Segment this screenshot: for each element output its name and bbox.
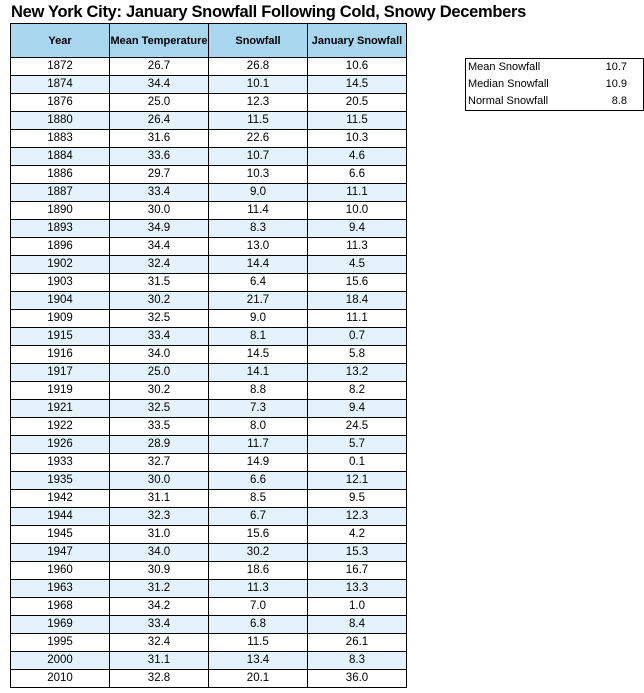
table-row [11,490,407,508]
cell-snowfall: 6.6 [209,472,308,490]
cell-snowfall: 8.1 [209,328,308,346]
table-row [11,364,407,382]
table-row [11,382,407,400]
cell-january-snowfall: 1.0 [308,598,407,616]
cell-snowfall: 6.8 [209,616,308,634]
cell-mean-temperature: 31.0 [110,526,209,544]
cell-year: 1896 [11,238,110,256]
cell-snowfall: 11.5 [209,634,308,652]
cell-year: 1880 [11,112,110,130]
cell-year: 1902 [11,256,110,274]
cell-january-snowfall: 11.5 [308,112,407,130]
cell-year: 1876 [11,94,110,112]
cell-year: 1922 [11,418,110,436]
cell-snowfall: 8.8 [209,382,308,400]
table-row [11,436,407,454]
cell-year: 1874 [11,76,110,94]
summary-box [465,58,644,111]
cell-snowfall: 7.0 [209,598,308,616]
cell-year: 1960 [11,562,110,580]
table-row [11,112,407,130]
cell-january-snowfall: 4.2 [308,526,407,544]
cell-january-snowfall: 9.4 [308,400,407,418]
summary-value: 10.7 [605,61,627,73]
table-row [11,598,407,616]
cell-year: 1872 [11,58,110,76]
cell-snowfall: 13.0 [209,238,308,256]
table-row [11,94,407,112]
cell-snowfall: 9.0 [209,310,308,328]
cell-snowfall: 11.4 [209,202,308,220]
cell-january-snowfall: 11.1 [308,310,407,328]
summary-label: Normal Snowfall [468,95,549,107]
table-row [11,220,407,238]
cell-snowfall: 8.5 [209,490,308,508]
cell-snowfall: 8.0 [209,418,308,436]
cell-january-snowfall: 11.1 [308,184,407,202]
cell-january-snowfall: 9.4 [308,220,407,238]
cell-january-snowfall: 4.6 [308,148,407,166]
cell-mean-temperature: 32.5 [110,400,209,418]
cell-snowfall: 11.7 [209,436,308,454]
cell-year: 1883 [11,130,110,148]
summary-row [466,59,644,77]
table-row [11,166,407,184]
cell-snowfall: 10.7 [209,148,308,166]
cell-january-snowfall: 16.7 [308,562,407,580]
table-row [11,634,407,652]
cell-mean-temperature: 34.4 [110,238,209,256]
cell-january-snowfall: 5.7 [308,436,407,454]
table-row [11,454,407,472]
cell-mean-temperature: 26.7 [110,58,209,76]
cell-year: 1963 [11,580,110,598]
page-title: New York City: January Snowfall Following Cold, Snowy Decembers [11,3,527,21]
cell-mean-temperature: 33.4 [110,328,209,346]
cell-year: 1969 [11,616,110,634]
cell-mean-temperature: 32.4 [110,634,209,652]
table-row [11,130,407,148]
cell-january-snowfall: 15.3 [308,544,407,562]
cell-snowfall: 14.9 [209,454,308,472]
cell-year: 1944 [11,508,110,526]
summary-label: Mean Snowfall [468,61,541,73]
cell-year: 1935 [11,472,110,490]
cell-january-snowfall: 10.3 [308,130,407,148]
cell-mean-temperature: 30.2 [110,292,209,310]
cell-january-snowfall: 13.3 [308,580,407,598]
cell-year: 1933 [11,454,110,472]
cell-mean-temperature: 32.7 [110,454,209,472]
cell-mean-temperature: 25.0 [110,364,209,382]
cell-snowfall: 6.7 [209,508,308,526]
cell-january-snowfall: 36.0 [308,670,407,688]
cell-year: 1945 [11,526,110,544]
cell-january-snowfall: 0.1 [308,454,407,472]
cell-snowfall: 14.5 [209,346,308,364]
cell-january-snowfall: 5.8 [308,346,407,364]
cell-january-snowfall: 8.2 [308,382,407,400]
cell-mean-temperature: 32.3 [110,508,209,526]
cell-january-snowfall: 9.5 [308,490,407,508]
cell-year: 1917 [11,364,110,382]
header-mean-temperature: Mean Temperature [110,24,209,58]
cell-mean-temperature: 30.0 [110,472,209,490]
cell-snowfall: 7.3 [209,400,308,418]
cell-year: 1884 [11,148,110,166]
cell-year: 1903 [11,274,110,292]
cell-snowfall: 8.3 [209,220,308,238]
cell-mean-temperature: 32.4 [110,256,209,274]
cell-mean-temperature: 29.7 [110,166,209,184]
cell-snowfall: 18.6 [209,562,308,580]
cell-mean-temperature: 28.9 [110,436,209,454]
table-row [11,580,407,598]
cell-year: 1886 [11,166,110,184]
table-row [11,472,407,490]
cell-mean-temperature: 30.9 [110,562,209,580]
summary-body [466,59,644,111]
cell-snowfall: 12.3 [209,94,308,112]
table-row [11,58,407,76]
cell-mean-temperature: 25.0 [110,94,209,112]
cell-year: 1947 [11,544,110,562]
table-row [11,256,407,274]
cell-january-snowfall: 6.6 [308,166,407,184]
cell-snowfall: 15.6 [209,526,308,544]
cell-snowfall: 13.4 [209,652,308,670]
summary-label: Median Snowfall [468,78,549,90]
cell-mean-temperature: 34.9 [110,220,209,238]
cell-mean-temperature: 33.5 [110,418,209,436]
cell-year: 1995 [11,634,110,652]
cell-snowfall: 11.3 [209,580,308,598]
cell-year: 1921 [11,400,110,418]
table-row [11,544,407,562]
cell-snowfall: 20.1 [209,670,308,688]
table-row [11,202,407,220]
cell-year: 1968 [11,598,110,616]
cell-january-snowfall: 13.2 [308,364,407,382]
cell-mean-temperature: 26.4 [110,112,209,130]
cell-year: 1926 [11,436,110,454]
cell-snowfall: 10.1 [209,76,308,94]
cell-year: 1919 [11,382,110,400]
cell-year: 1942 [11,490,110,508]
cell-mean-temperature: 33.6 [110,148,209,166]
cell-january-snowfall: 20.5 [308,94,407,112]
cell-snowfall: 14.4 [209,256,308,274]
cell-year: 1915 [11,328,110,346]
summary-row [466,76,644,93]
cell-snowfall: 26.8 [209,58,308,76]
cell-mean-temperature: 31.6 [110,130,209,148]
cell-mean-temperature: 32.8 [110,670,209,688]
cell-january-snowfall: 4.5 [308,256,407,274]
cell-mean-temperature: 34.2 [110,598,209,616]
table-row [11,400,407,418]
cell-january-snowfall: 15.6 [308,274,407,292]
cell-january-snowfall: 12.3 [308,508,407,526]
table-row [11,148,407,166]
table-header-row [11,24,407,58]
header-year: Year [11,24,110,58]
cell-january-snowfall: 10.0 [308,202,407,220]
table-row [11,274,407,292]
snowfall-table [10,23,407,688]
table-row [11,526,407,544]
cell-snowfall: 9.0 [209,184,308,202]
cell-january-snowfall: 0.7 [308,328,407,346]
cell-mean-temperature: 31.5 [110,274,209,292]
cell-january-snowfall: 24.5 [308,418,407,436]
table-row [11,616,407,634]
table-row [11,184,407,202]
cell-january-snowfall: 14.5 [308,76,407,94]
cell-year: 1893 [11,220,110,238]
cell-mean-temperature: 30.0 [110,202,209,220]
header-january-snowfall: January Snowfall [308,24,407,58]
cell-mean-temperature: 33.4 [110,616,209,634]
cell-mean-temperature: 33.4 [110,184,209,202]
summary-value: 10.9 [605,78,627,90]
cell-january-snowfall: 10.6 [308,58,407,76]
cell-snowfall: 14.1 [209,364,308,382]
table-row [11,328,407,346]
table-row [11,76,407,94]
cell-snowfall: 10.3 [209,166,308,184]
cell-january-snowfall: 18.4 [308,292,407,310]
cell-january-snowfall: 26.1 [308,634,407,652]
cell-year: 1909 [11,310,110,328]
cell-mean-temperature: 32.5 [110,310,209,328]
cell-year: 2010 [11,670,110,688]
table-row [11,418,407,436]
table-row [11,508,407,526]
cell-snowfall: 21.7 [209,292,308,310]
table-body [11,58,407,688]
table-row [11,238,407,256]
cell-year: 1887 [11,184,110,202]
cell-mean-temperature: 31.1 [110,490,209,508]
cell-snowfall: 6.4 [209,274,308,292]
cell-mean-temperature: 30.2 [110,382,209,400]
table-row [11,310,407,328]
table-row [11,652,407,670]
summary-value: 8.8 [611,95,627,107]
cell-snowfall: 30.2 [209,544,308,562]
cell-snowfall: 11.5 [209,112,308,130]
cell-mean-temperature: 31.1 [110,652,209,670]
cell-mean-temperature: 31.2 [110,580,209,598]
table-row [11,346,407,364]
header-snowfall: Snowfall [209,24,308,58]
cell-january-snowfall: 8.4 [308,616,407,634]
cell-year: 1904 [11,292,110,310]
table-row [11,562,407,580]
table-row [11,292,407,310]
cell-mean-temperature: 34.0 [110,544,209,562]
cell-snowfall: 22.6 [209,130,308,148]
cell-january-snowfall: 8.3 [308,652,407,670]
cell-january-snowfall: 12.1 [308,472,407,490]
table-row [11,670,407,688]
cell-year: 1890 [11,202,110,220]
cell-january-snowfall: 11.3 [308,238,407,256]
cell-year: 2000 [11,652,110,670]
summary-row [466,93,644,111]
cell-mean-temperature: 34.4 [110,76,209,94]
cell-mean-temperature: 34.0 [110,346,209,364]
cell-year: 1916 [11,346,110,364]
